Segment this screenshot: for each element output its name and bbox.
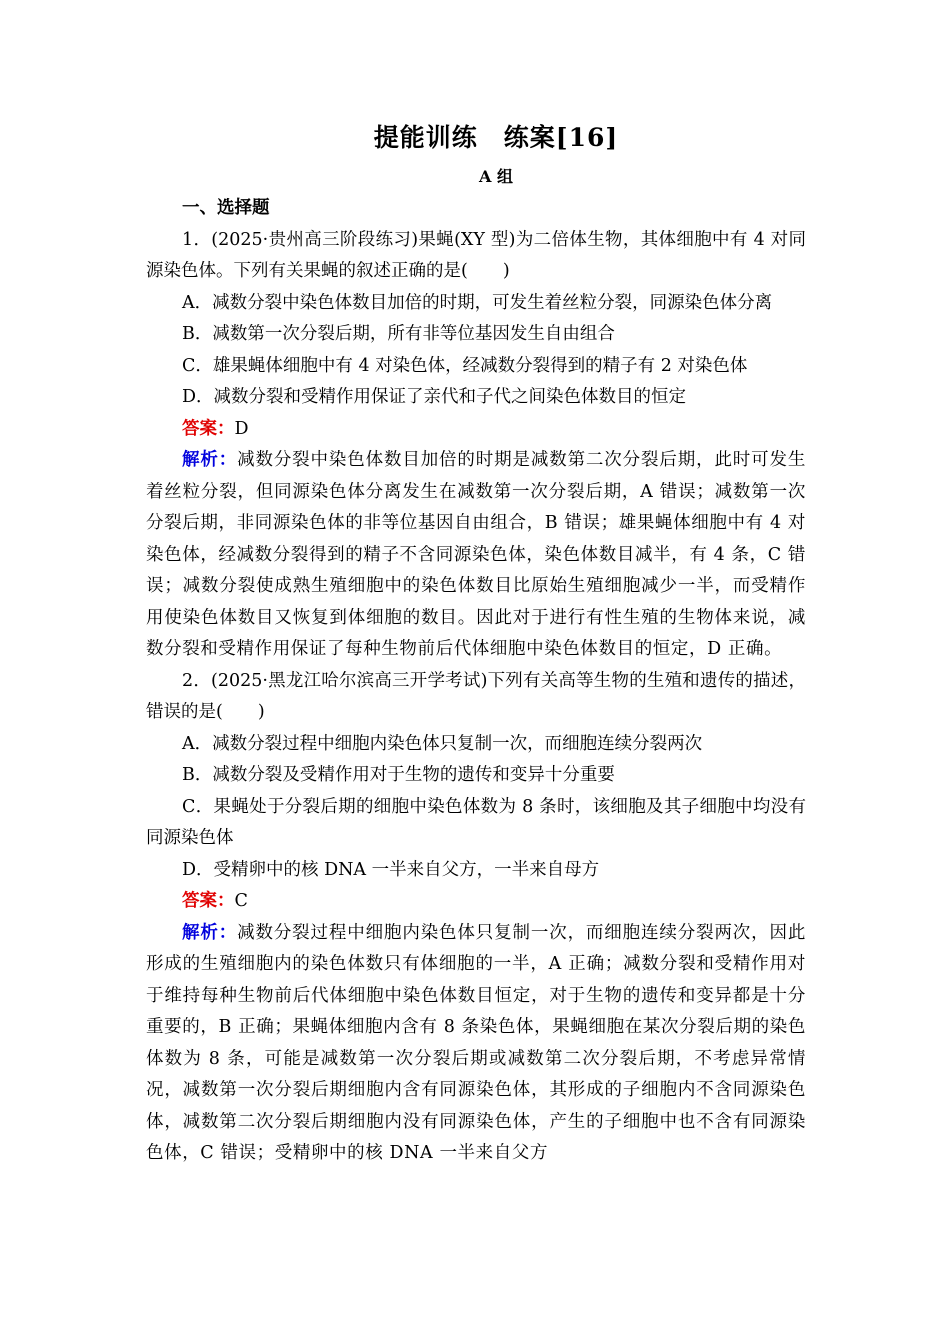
group-label: A 组 [479,167,513,186]
option-c: C．雄果蝇体细胞中有 4 对染色体，经减数分裂得到的精子有 2 对染色体 [182,355,748,376]
section-heading: 一、选择题 [182,198,270,218]
option-d: D．减数分裂和受精作用保证了亲代和子代之间染色体数目的恒定 [182,387,687,407]
question-1 [146,225,806,666]
question-2 [146,666,806,1170]
option-a: A．减数分裂过程中细胞内染色体只复制一次，而细胞连续分裂两次 [182,733,703,754]
question-stem: 1．(2025·贵州高三阶段练习)果蝇(XY 型)为二倍体生物，其体细胞中有 4 对同源染色体。下列有关果蝇的叙述正确的是( ) [146,229,806,281]
answer-value: C [234,891,248,911]
option-a: A．减数分裂中染色体数目加倍的时期，可发生着丝粒分裂，同源染色体分离 [182,292,773,313]
option-b: B．减数分裂及受精作用对于生物的遗传和变异十分重要 [182,765,615,785]
answer-label: 答案： [182,891,235,911]
explanation-label: 解析： [182,450,238,470]
answer-line [146,886,806,918]
answer-label: 答案： [182,418,235,439]
explanation-label: 解析： [182,922,238,943]
explanation [146,918,806,1170]
document-page [146,118,806,1170]
explanation-text: 减数分裂中染色体数目加倍的时期是减数第二次分裂后期，此时可发生着丝粒分裂，但同源染色体分离发生在减数第一次分裂后期，A 错误；减数第一次分裂后期，非同源染色体的非等位基因自由组合，B 错误；雄果蝇体细胞中有 4 对染色体，经减数分裂得到的精子不含同源染色体，染色体数目减半，有 4 条，C 错误；减数分裂使成熟生殖细胞中的染色体数目比原始生殖细胞减少一半，而受精作用使染色体数目又恢复到体细胞的数目。因此对于进行有性生殖的生物体来说，减数分裂和受精作用保证了每种生物前后代体细胞中染色体数目的恒定，D 正确。 [146,450,806,659]
explanation-text: 减数分裂过程中细胞内染色体只复制一次，而细胞连续分裂两次，因此形成的生殖细胞内的染色体数只有体细胞的一半，A 正确；减数分裂和受精作用对于维持每种生物前后代体细胞中染色体数目恒定，对于生物的遗传和变异都是十分重要的，B 正确；果蝇体细胞内含有 8 条染色体，果蝇细胞在某次分裂后期的染色体数为 8 条，可能是减数第一次分裂后期或减数第二次分裂后期，不考虑异常情况，减数第一次分裂后期细胞内含有同源染色体，其形成的子细胞内不含同源染色体，减数第二次分裂后期细胞内没有同源染色体，产生的子细胞中也不含有同源染色体，C 错误；受精卵中的核 DNA 一半来自父方 [146,922,806,1163]
question-stem: 2．(2025·黑龙江哈尔滨高三开学考试)下列有关高等生物的生殖和遗传的描述，错误的是( ) [146,670,806,722]
answer-value: D [234,418,249,439]
page-title: 提能训练 练案[16] [373,123,619,152]
explanation [146,445,806,666]
option-d: D．受精卵中的核 DNA 一半来自父方，一半来自母方 [182,859,600,880]
option-c: C．果蝇处于分裂后期的细胞中染色体数为 8 条时，该细胞及其子细胞中均没有同源染色体 [146,796,806,848]
answer-line [146,414,806,446]
option-b: B．减数第一次分裂后期，所有非等位基因发生自由组合 [182,324,615,344]
